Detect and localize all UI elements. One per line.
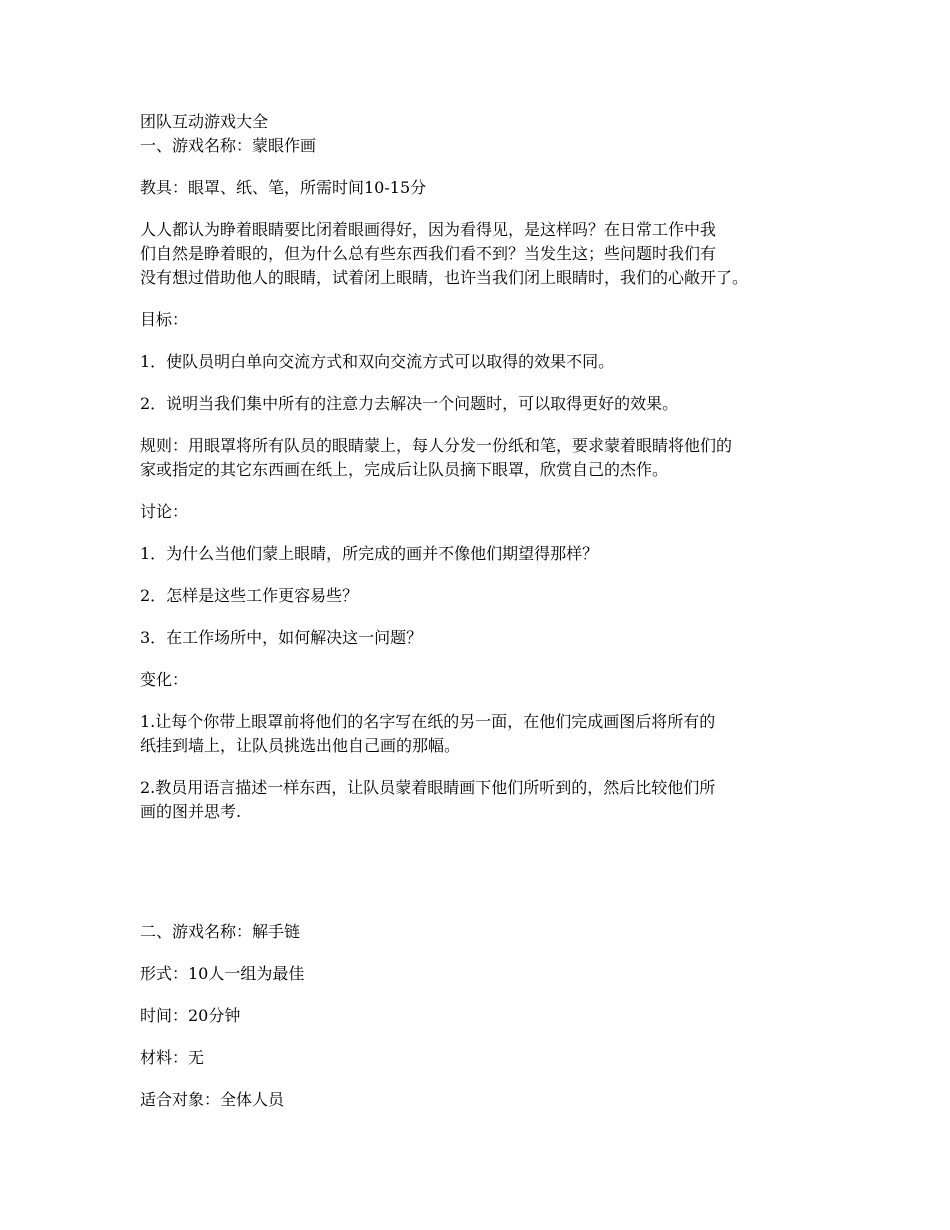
game-2-material: 材料：无: [140, 1048, 205, 1067]
game-1-intro: [140, 218, 840, 290]
goal-item: 1．使队员明白单向交流方式和双向交流方式可以取得的效果不同。: [140, 352, 615, 371]
rules-paragraph: [140, 434, 840, 482]
rule-line: 规则：用眼罩将所有队员的眼睛蒙上，每人分发一份纸和笔，要求蒙着眼睛将他们的: [140, 436, 733, 455]
variation-item: [140, 710, 840, 758]
section-2: [140, 920, 840, 1112]
variation-line: 2.教员用语言描述一样东西，让队员蒙着眼睛画下他们所听到的，然后比较他们所: [140, 778, 716, 797]
section-1: [140, 110, 840, 824]
goal-label: 目标：: [140, 310, 189, 329]
variation-item: [140, 776, 840, 824]
goal-item: 2．说明当我们集中所有的注意力去解决一个问题时，可以取得更好的效果。: [140, 394, 679, 413]
variation-line: 1.让每个你带上眼罩前将他们的名字写在纸的另一面，在他们完成画图后将所有的: [140, 712, 716, 731]
document-title: 团队互动游戏大全: [140, 112, 269, 131]
intro-line: 人人都认为睁着眼睛要比闭着眼画得好，因为看得见，是这样吗？在日常工作中我: [140, 220, 717, 239]
discussion-item: 3．在工作场所中，如何解决这一问题？: [140, 628, 423, 647]
intro-line: 没有想过借助他人的眼睛，试着闭上眼睛，也许当我们闭上眼睛时，我们的心敞开了。: [140, 268, 749, 287]
game-1-heading: 一、游戏名称：蒙眼作画: [140, 136, 317, 155]
discussion-label: 讨论：: [140, 502, 189, 521]
game-2-audience: 适合对象：全体人员: [140, 1090, 285, 1109]
variation-line: 画的图并思考.: [140, 802, 242, 821]
discussion-item: 1．为什么当他们蒙上眼睛，所完成的画并不像他们期望得那样？: [140, 544, 599, 563]
game-2-form: 形式：10人一组为最佳: [140, 964, 305, 983]
game-1-tools: 教具：眼罩、纸、笔，所需时间10-15分: [140, 178, 427, 197]
rule-line: 家或指定的其它东西画在纸上，完成后让队员摘下眼罩，欣赏自己的杰作。: [140, 460, 669, 479]
game-2-time: 时间：20分钟: [140, 1006, 241, 1025]
discussion-item: 2．怎样是这些工作更容易些？: [140, 586, 359, 605]
variation-label: 变化：: [140, 670, 189, 689]
intro-line: 们自然是睁着眼的，但为什么总有些东西我们看不到？当发生这；些问题时我们有: [140, 244, 717, 263]
variation-line: 纸挂到墙上，让队员挑选出他自己画的那幅。: [140, 736, 461, 755]
game-2-heading: 二、游戏名称：解手链: [140, 922, 301, 941]
